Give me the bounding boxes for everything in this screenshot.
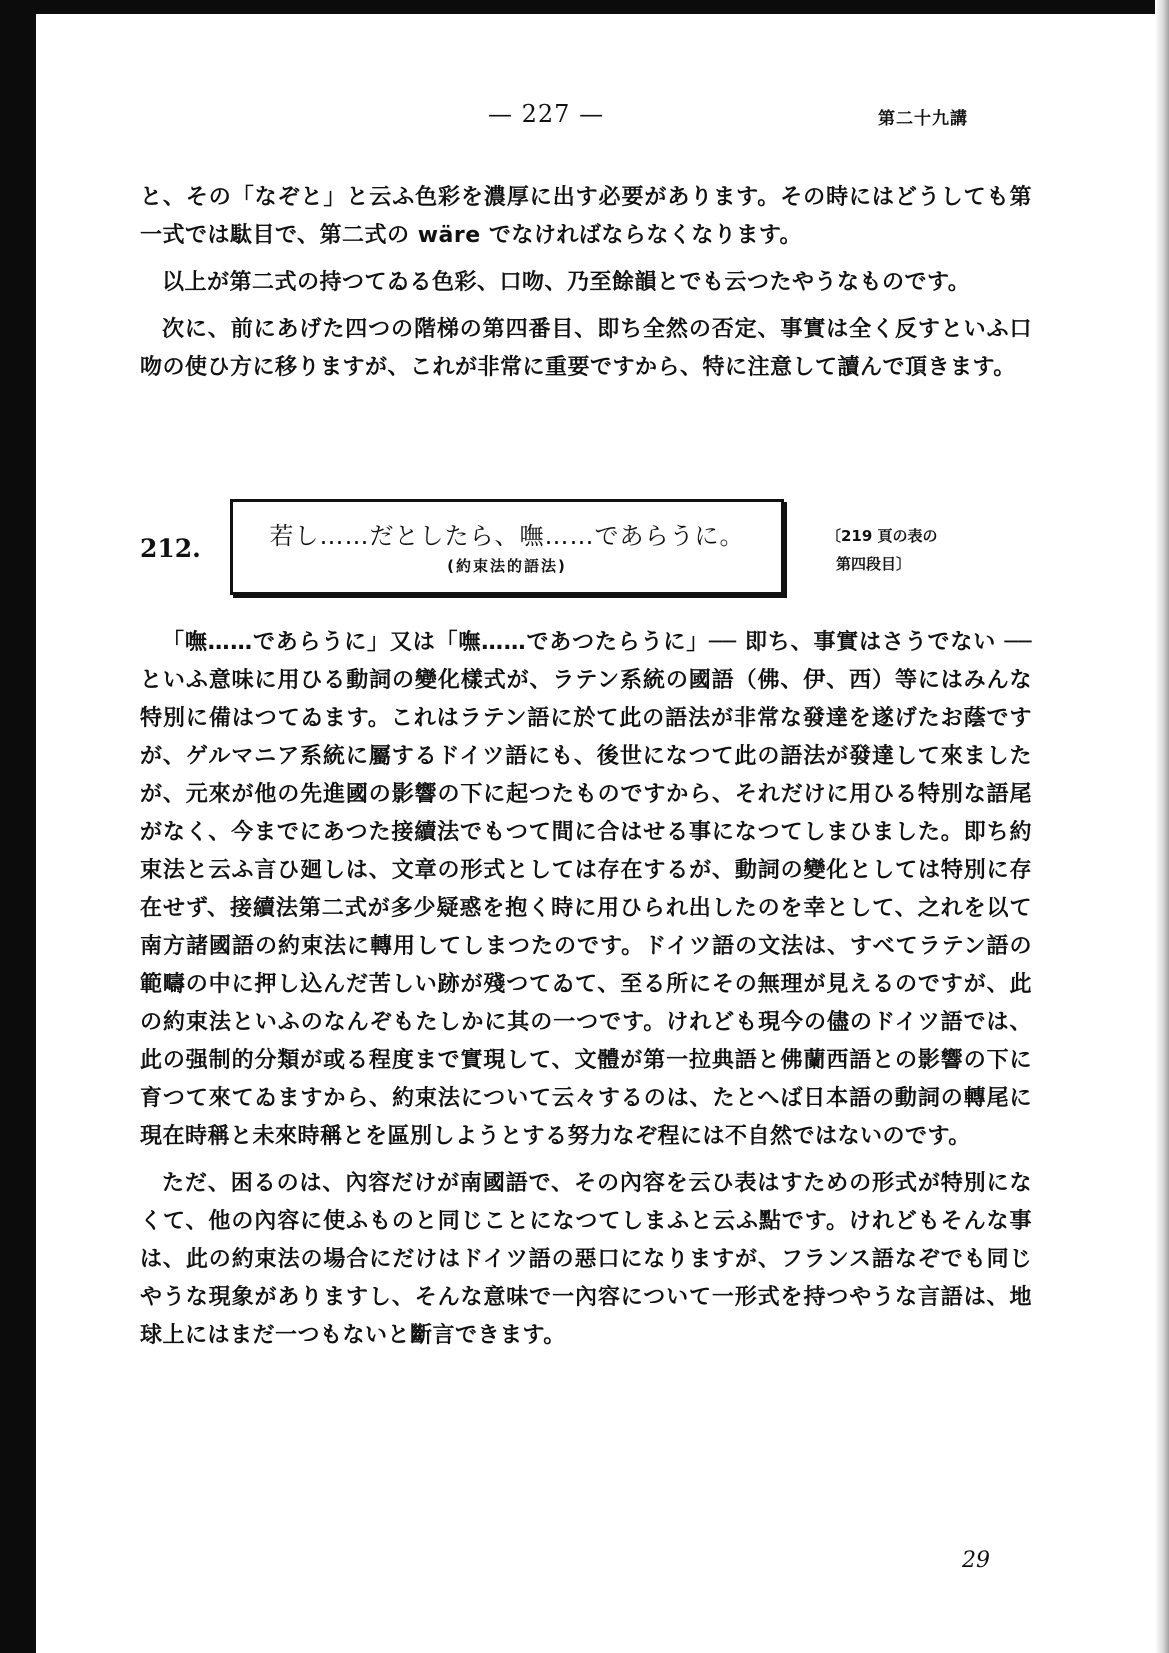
example-box [230, 499, 784, 595]
book-page [36, 14, 1155, 1653]
example-sentence: 若し……だとしたら、嘸……であらうに。 [269, 522, 745, 550]
page-number-top: — 227 — [488, 100, 605, 128]
cross-reference-note [826, 522, 996, 578]
paragraph: 以上が第二式の持つてゐる色彩、口吻、乃至餘韻とでも云つたやうなものです。 [162, 270, 971, 295]
scan-border-top [0, 0, 1169, 14]
page-header [36, 100, 1155, 140]
paragraph: 次に、前にあげた四つの階梯の第四番目、即ち全然の否定、事實は全く反すといふ口吻の使ひ方に移りますが、これが非常に重要ですから、特に注意して讀んで頂きます。 [140, 317, 1032, 380]
scan-border-right [1155, 0, 1169, 1653]
section-number: 212. [140, 534, 201, 563]
cross-reference-line-1: 〔219 頁の表の [826, 527, 938, 545]
cross-reference-line-2: 第四段目〕 [836, 555, 912, 573]
top-text-block [140, 179, 1032, 396]
page-number-bottom: 29 [962, 1548, 990, 1573]
chapter-title: 第二十九講 [878, 109, 968, 129]
bottom-text-block [140, 624, 1032, 1364]
example-caption: (約束法的語法) [447, 557, 567, 575]
scan-border-left [0, 0, 36, 1653]
paragraph-continuation: と、その「なぞと」と云ふ色彩を濃厚に出す必要があります。その時にはどうしても第一式では駄目で、第二式の wäre でなければならなくなります。 [140, 185, 1032, 248]
paragraph: 「嘸……であらうに」又は「嘸……であつたらうに」── 即ち、事實はさうでない ── といふ意味に用ひる動詞の變化樣式が、ラテン系統の國語（佛、伊、西）等にはみんな特別に備はつてゐます。これはラテン語に於て此の語法が非常な發達を遂げたお蔭ですが、ゲルマニア系統に屬するドイツ語にも、後世になつて此の語法が發達して來ましたが、元來が他の先進國の影響の下に起つたものですから、それだけに用ひる特別な語尾がなく、今までにあつた接續法でもつて間に合はせる事になつてしまひました。即ち約束法と云ふ言ひ廻しは、文章の形式としては存在するが、動詞の變化としては特別に存在せず、接續法第二式が多少疑惑を抱く時に用ひられ出したのを幸として、之れを以て南方諸國語の約束法に轉用してしまつたのです。ドイツ語の文法は、すべてラテン語の範疇の中に押し込んだ苦しい跡が殘つてゐて、至る所にその無理が見えるのですが、此の約束法といふのなんぞもたしかに其の一つです。けれども現今の儘のドイツ語では、此の强制的分類が或る程度まで實現して、文體が第一拉典語と佛蘭西語との影響の下に育つて來てゐますから、約束法について云々するのは、たとへば日本語の動詞の轉尾に現在時稱と未來時稱とを區別しようとする努力なぞ程には不自然ではないのです。 [140, 630, 1032, 1149]
paragraph: ただ、困るのは、內容だけが南國語で、その內容を云ひ表はすための形式が特別になくて、他の內容に使ふものと同じことになつてしまふと云ふ點です。けれどもそんな事は、此の約束法の場合にだけはドイツ語の惡口になりますが、フランス語なぞでも同じやうな現象がありますし、そんな意味で一內容について一形式を持つやうな言語は、地球上にはまだ一つもないと斷言できます。 [140, 1171, 1032, 1348]
